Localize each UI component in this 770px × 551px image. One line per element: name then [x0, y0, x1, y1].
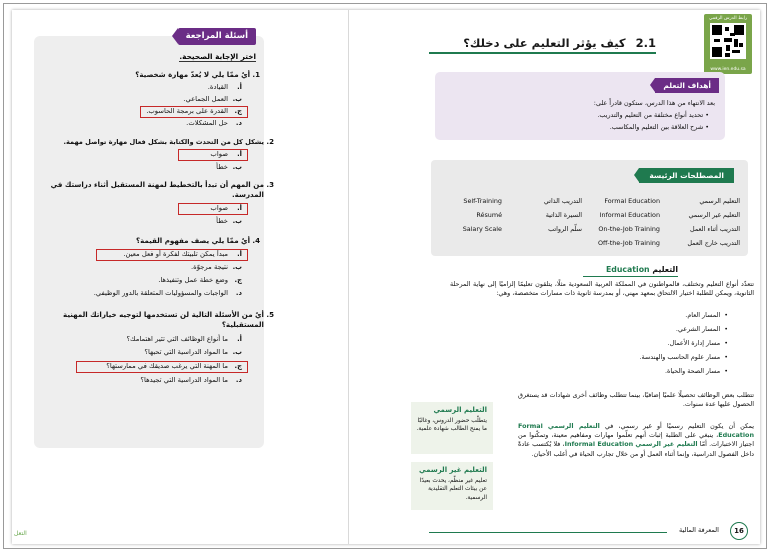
paragraph-1: تتعدّد أنواع التعليم وتختلف، فالمواطنون في المملكة العربية السعودية مثلًا، يتلقون تعليمًا إلزاميًا إلى نهاية المرحلة الثانوية، ويمكن للطلبة اختيار الالتحاق بمعهد مهني، أو بمدرسة ثانوية ذات مسارات متخصصة، وهي:: [450, 280, 754, 298]
term-ar: التدريب خارج العمل: [687, 239, 740, 247]
question-number: 4.: [252, 236, 260, 245]
question-text: أيٌ ممّا يلي لا يُعدّ مهارة شخصية؟: [135, 70, 250, 79]
sidebar-formal-education: [411, 402, 493, 454]
right-page: [349, 10, 760, 544]
left-page: [12, 10, 349, 544]
question-4: [42, 236, 264, 246]
book-name: المعرفة المالية: [679, 526, 719, 534]
education-heading: التعليم Education: [605, 265, 678, 274]
question-number: 2.: [266, 137, 274, 146]
page-number: 16: [730, 522, 748, 540]
option: أ.ما أنواع الوظائف التي تثير اهتمامك؟: [126, 335, 242, 343]
term-en: On-the-Job Training: [598, 225, 660, 233]
question-text: من المهم أن تبدأ بالتخطيط لمهنة المستقبل أثناء دراستك في المدرسة.: [50, 180, 264, 199]
section-title: [463, 36, 656, 50]
sidebar-body: تعليم غير منظّم، يحدث بعيدًا عن بيئات التعلم التقليدية الرسمية.: [419, 478, 487, 501]
question-number: 5.: [266, 310, 274, 319]
paragraph-3: يمكن أن يكون التعليم رسميًا أو غير رسمي، في التعليم الرسمي Formal Education، ينبغي على الطلبة إثبات أنهم تعلّموا مهارات ومفاهيم معينة، وتمكّنوا من اجتياز الاختبارات. أمّا التعليم غير الرسمي Informal Education، فلا يُكتسب عادةً داخل الفصول الدراسية، وإنما أثناء العمل أو من خلال تجارب الحياة في أغلب الأحيان.: [518, 422, 754, 458]
term-en: Formal Education: [604, 197, 660, 205]
term-ar: السيرة الذاتية: [545, 211, 582, 219]
learning-goals-box: [435, 72, 725, 140]
term-en: Off-the-Job Training: [598, 239, 660, 247]
term-ar: التعليم غير الرسمي: [688, 211, 740, 219]
option: ب.خطأ: [216, 163, 242, 171]
term-en: Salary Scale: [462, 225, 502, 233]
option-selected: أ.صواب: [210, 204, 242, 212]
section-number: 2.1: [635, 36, 656, 50]
sidebar-title: التعليم الرسمي: [433, 406, 487, 414]
option-selected: أ.مبدأ يمكن تلبيتك لفكرة أو فعل معين.: [123, 250, 242, 258]
term-ar: التعليم الرسمي: [699, 197, 740, 205]
qr-code-icon[interactable]: [710, 23, 746, 59]
qr-url: www.ien.edu.sa: [710, 67, 746, 72]
sidebar-title: التعليم غير الرسمي: [419, 466, 487, 474]
track-item: • المسار الشرعي.: [676, 325, 728, 333]
option: ب.ما المواد الدراسية التي تحبها؟: [144, 348, 242, 356]
term-en: Self-Training: [463, 197, 502, 205]
question-number: 3.: [266, 180, 274, 189]
question-2: [42, 137, 278, 147]
sidebar-informal-education: [411, 462, 493, 510]
term-en: Résumé: [476, 211, 502, 219]
option-selected: أ.صواب: [210, 150, 242, 158]
review-title: أسئلة المراجعة: [178, 28, 256, 45]
track-item: • مسار إدارة الأعمال.: [668, 339, 728, 347]
terms-title: المصطلحات الرئيسة: [639, 168, 734, 183]
option: د.حل المشكلات.: [186, 119, 242, 127]
question-text: يشكل كل من التحدث والكتابة بشكل فعال مهارة تواصل مهمة.: [63, 138, 264, 146]
instruction: اختر الإجابة الصحيحة.: [179, 52, 256, 61]
track-item: • مسار الصحة والحياة.: [665, 367, 728, 375]
option: د.الواجبات والمسؤوليات المتعلقة بالدور الوظيفي.: [93, 289, 242, 297]
option: د.ما المواد الدراسية التي تجيدها؟: [140, 376, 242, 384]
question-1: [42, 70, 264, 80]
paragraph-2: تتطلب بعض الوظائف تحصيلًا علميًا إضافيًا، بينما تتطلب وظائف أخرى شهادات قد يستغرق الحصول عليها عدة سنوات.: [518, 391, 754, 409]
goal-item: • تحديد أنواع مختلفة من التعليم والتدريب.: [597, 111, 709, 119]
book-spread: [12, 10, 760, 544]
qr-label: رابط الدرس الرقمي: [708, 16, 748, 21]
option: ج.وضع خطة عمل وتنفيذها.: [158, 276, 242, 284]
review-questions-box: [34, 31, 274, 448]
key-terms-box: [431, 160, 748, 256]
term-ar: التدريب أثناء العمل: [690, 225, 740, 233]
option: ب.العمل الجماعي.: [183, 95, 242, 103]
option: ب.نتيجة مرجوّة.: [190, 263, 242, 271]
heading-underline: [583, 276, 678, 277]
term-ar: سلّم الرواتب: [548, 225, 582, 233]
goals-intro: بعد الانتهاء من هذا الدرس، ستكون قادراً على:: [593, 99, 715, 107]
answer-highlight-box: [178, 149, 248, 161]
answer-highlight-box: [76, 361, 248, 373]
answer-highlight-box: [140, 106, 248, 118]
track-item: • مسار علوم الحاسب والهندسة.: [640, 353, 729, 361]
track-item: • المسار العام.: [685, 311, 728, 319]
term-en: Informal Education: [599, 211, 660, 219]
footer-fragment: التعل: [14, 530, 27, 537]
digital-lesson-qr-panel[interactable]: [704, 14, 752, 74]
option-selected: ج.ما المهنة التي يرغب صديقك في ممارستها؟: [106, 362, 242, 370]
question-number: 1.: [252, 70, 260, 79]
term-ar: التدريب الذاتي: [543, 197, 582, 205]
answer-highlight-box: [96, 249, 248, 261]
goal-item: • شرح العلاقة بين التعليم والمكاسب.: [609, 123, 709, 131]
option: أ.القيادة.: [207, 83, 242, 91]
question-text: أيٌ من الأسئلة التالية لن تستخدمها لتوجيه خياراتك المهنية المستقبلية؟: [63, 310, 264, 329]
section-divider: [429, 52, 656, 54]
option: ب.خطأ: [216, 217, 242, 225]
question-text: أيٌ ممّا يلي يصف مفهوم القيمة؟: [135, 236, 250, 245]
document-frame: [3, 3, 767, 549]
sidebar-body: يتطلّب حضور الدروس، وغالبًا ما يمنح الطالب شهادة علمية.: [416, 418, 487, 433]
section-title-text: كيف يؤثر التعليم على دخلك؟: [463, 36, 626, 50]
answer-highlight-box: [178, 203, 248, 215]
goals-title: أهداف التعلم: [655, 78, 719, 93]
question-5: [42, 310, 278, 330]
question-3: [42, 180, 278, 200]
footer-line: [429, 532, 667, 533]
option-selected: ج.القدرة على برمجة الحاسوب.: [146, 107, 242, 115]
